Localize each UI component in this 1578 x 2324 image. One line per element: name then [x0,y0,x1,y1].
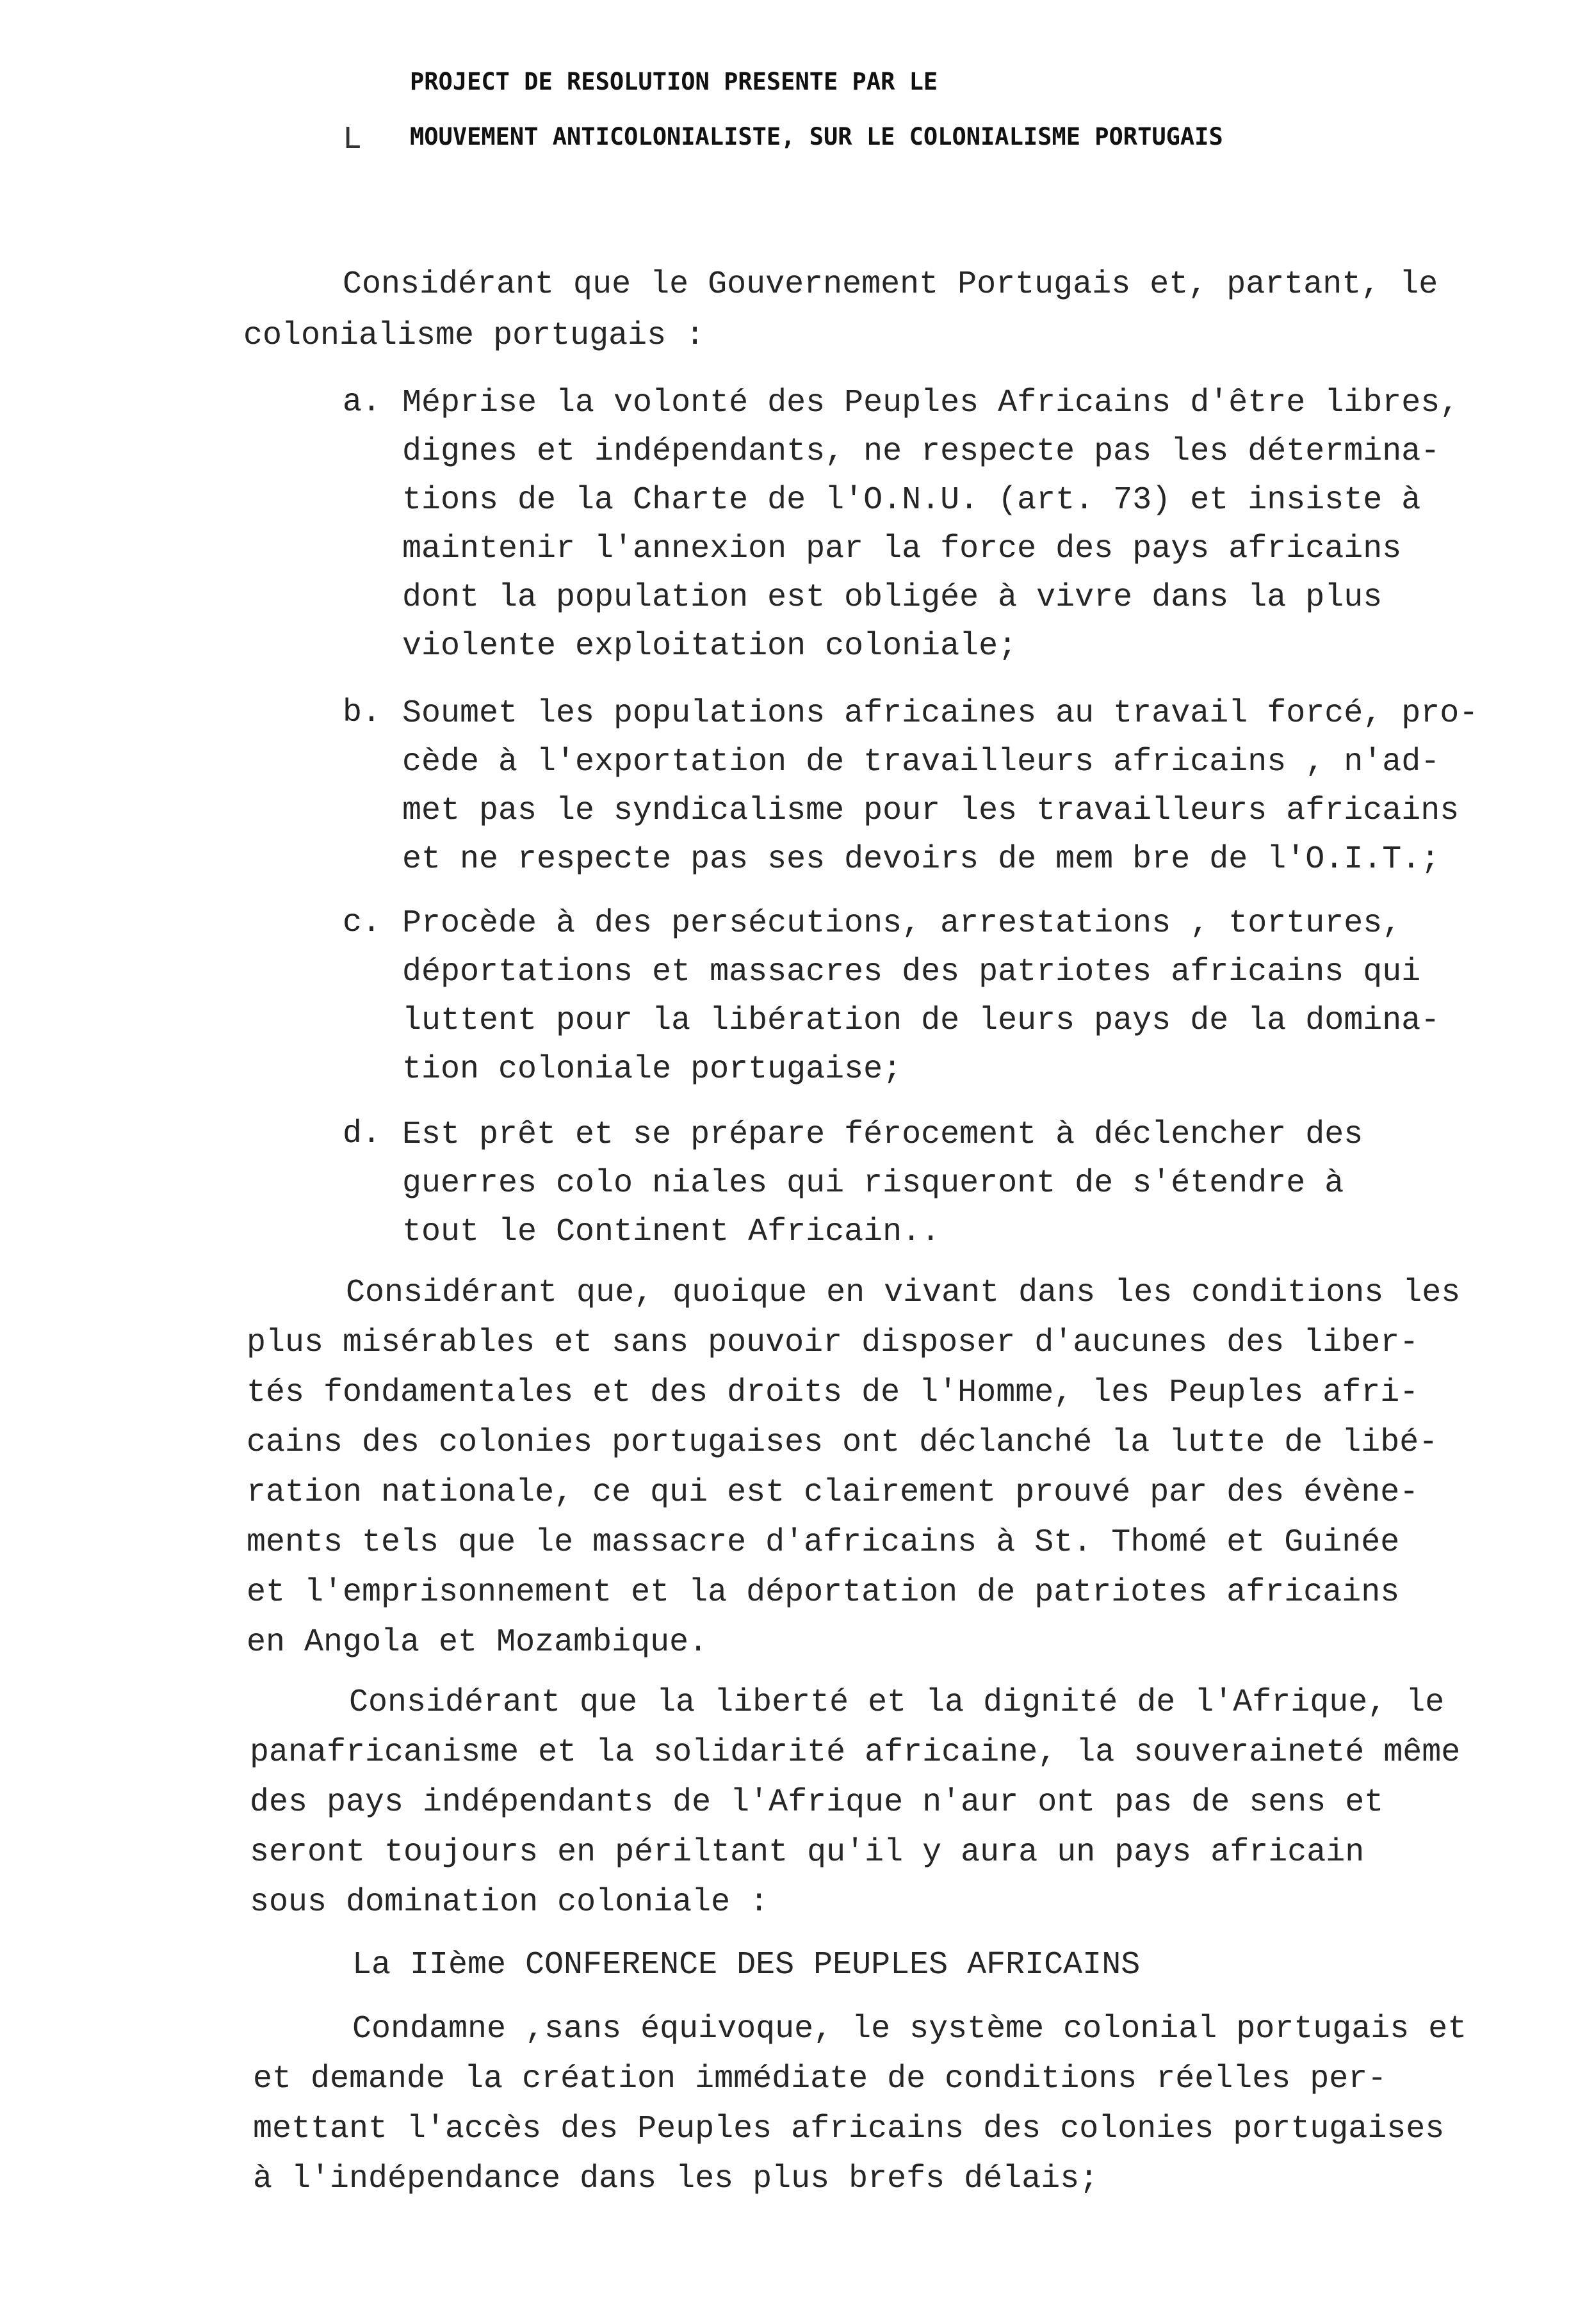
para2-line: ration nationale, ce qui est clairement prouvé par des évène- [247,1474,1419,1511]
para2-line: cains des colonies portugaises ont déclanché la lutte de libé- [247,1424,1438,1461]
item-d-line: guerres colo niales qui risqueront de s'étendre à [402,1165,1344,1202]
item-a-line: violente exploitation coloniale; [402,628,1018,665]
item-a-letter: a. [343,384,382,421]
intro-line-2: colonialisme portugais : [243,318,705,354]
para2-line: tés fondamentales et des droits de l'Homme, les Peuples afri- [247,1375,1419,1411]
para4-line: à l'indépendance dans les plus brefs délais; [253,2161,1099,2197]
para2-line: et l'emprisonnement et la déportation de patriotes africains [247,1574,1400,1611]
document-header [410,54,1223,165]
para3-line: des pays indépendants de l'Afrique n'aur ont pas de sens et [250,1784,1384,1821]
item-c-line: tion coloniale portugaise; [402,1051,902,1088]
conference-title: La IIème CONFERENCE DES PEUPLES AFRICAINS [352,1947,1141,1983]
item-a-line: Méprise la volonté des Peuples Africains d'être libres, [402,385,1460,421]
item-b-line: cède à l'exportation de travailleurs africains , n'ad- [402,744,1440,780]
intro-line-1: Considérant que le Gouvernement Portugais et, partant, le [343,266,1438,303]
item-c-line: Procède à des persécutions, arrestations , tortures, [402,905,1402,942]
para2-line: ments tels que le massacre d'africains à St. Thomé et Guinée [247,1524,1400,1561]
item-a-line: dignes et indépendants, ne respecte pas les détermina- [402,433,1440,470]
para3-line: panafricanisme et la solidarité africaine, la souveraineté même [250,1734,1461,1771]
para2-line: plus misérables et sans pouvoir disposer d'aucunes des liber- [247,1325,1419,1361]
header-line-1: PROJECT DE RESOLUTION PRESENTE PAR LE [410,68,938,95]
margin-mark: L [343,122,362,158]
item-c-line: déportations et massacres des patriotes africains qui [402,954,1421,990]
item-c-line: luttent pour la libération de leurs pays de la domina- [402,1003,1440,1039]
item-d-letter: d. [343,1116,382,1152]
para3-line: sous domination coloniale : [250,1884,769,1921]
item-d-line: tout le Continent Africain.. [402,1214,941,1250]
para3-line: seront toujours en périltant qu'il y aura un pays africain [250,1834,1365,1871]
para2-line: Considérant que, quoique en vivant dans les conditions les [346,1275,1461,1311]
item-c-letter: c. [343,905,382,941]
item-b-letter: b. [343,695,382,731]
para4-line: mettant l'accès des Peuples africains des colonies portugaises [253,2111,1445,2147]
item-b-line: met pas le syndicalisme pour les travailleurs africains [402,793,1460,829]
para4-line: Condamne ,sans équivoque, le système colonial portugais et [352,2011,1467,2047]
item-d-line: Est prêt et se prépare férocement à déclencher des [402,1117,1363,1153]
item-a-line: tions de la Charte de l'O.N.U. (art. 73) et insiste à [402,482,1421,519]
item-a-line: maintenir l'annexion par la force des pays africains [402,531,1402,567]
header-line-2: MOUVEMENT ANTICOLONIALISTE, SUR LE COLONIALISME PORTUGAIS [410,123,1223,150]
para3-line: Considérant que la liberté et la dignité de l'Afrique, le [349,1684,1445,1721]
para2-line: en Angola et Mozambique. [247,1624,708,1661]
item-b-line: et ne respecte pas ses devoirs de mem bre de l'O.I.T.; [402,841,1440,878]
item-a-line: dont la population est obligée à vivre dans la plus [402,579,1383,616]
item-b-line: Soumet les populations africaines au travail forcé, pro- [402,695,1479,732]
para4-line: et demande la création immédiate de conditions réelles per- [253,2061,1387,2097]
